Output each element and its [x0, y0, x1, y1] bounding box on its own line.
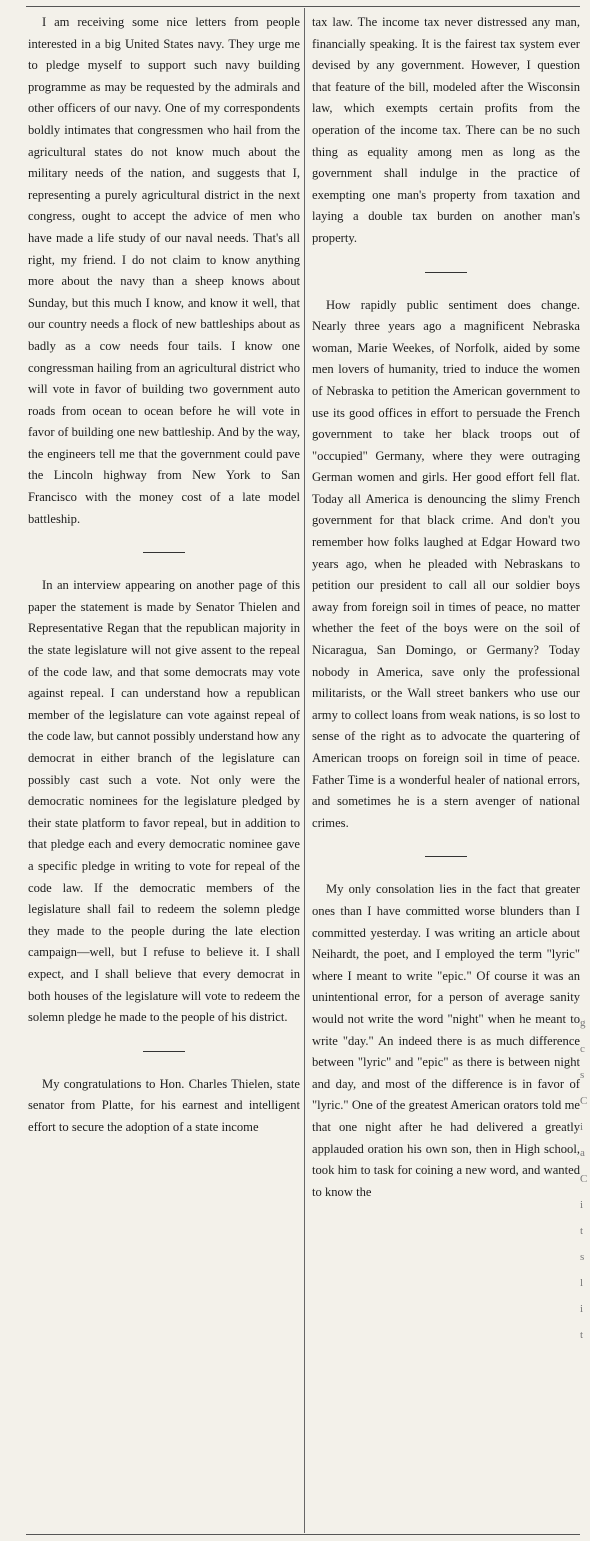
margin-mark: C	[580, 1095, 588, 1107]
margin-mark: c	[580, 1043, 585, 1055]
section-divider	[425, 856, 467, 857]
margin-mark: i	[580, 1199, 584, 1211]
margin-mark: s	[580, 1069, 585, 1081]
bottom-rule	[26, 1534, 580, 1535]
margin-mark: g	[580, 1017, 586, 1029]
margin-mark: s	[580, 1251, 585, 1263]
consolation-paragraph: My only consolation lies in the fact that greater ones than I have committed worse blunders than I committed yesterday. I was writing an article about Neihardt, the poet, and I employed the term "lyric" where I meant to write "epic." Of course it was an unintentional error, for a person of average sanity would not write the word "night" when he meant to write "day." An indeed there is as much difference between "lyric" and "epic" as there is between night and day, and most of the difference is in favor of "lyric." One of the greatest American orators told me that one night after he had delivered a greatly applauded oration his own son, then in High school, took him to task for coining a new word, and wanted to know the	[312, 882, 580, 1199]
public-sentiment-paragraph: How rapidly public sentiment does change. Nearly three years ago a magnificent Nebraska woman, Marie Weekes, of Norfolk, aided by some men lovers of humanity, tried to induce the women of Nebraska to petition the American government to use its good offices in effort to persuade the French government to take her black troops out of "occupied" Germany, where they were outraging German women and girls. Her good effort fell flat. Today all America is denouncing the slimy French government for that black crime. And don't you remember how folks laughed at Edgar Howard two years ago, when he pleaded with Nebraskans to petition our president to call all our soldier boys away from foreign soil in times of peace, no matter whether the feet of the boys were on the soil of Nicaragua, San Domingo, or Germany? Today nobody in America, save only the professional militarists, or the Wall street bankers who use our army to collect loans from weak nations, is so lost to sense of the right as to advocate the quartering of American troops on foreign soil in time of peace. Father Time is a wonderful healer of national errors, and sometimes he is a stern avenger of national crimes.	[312, 297, 580, 830]
section-divider	[143, 552, 185, 553]
margin-mark: i	[580, 1303, 584, 1315]
congratulations-paragraph: My congratulations to Hon. Charles Thielen, state senator from Platte, for his earnest and intelligent effort to secure the adoption of a state income	[28, 1076, 300, 1134]
margin-mark: t	[580, 1329, 584, 1341]
section-divider	[425, 272, 467, 273]
margin-fragments	[580, 1010, 588, 1348]
margin-mark: a	[580, 1147, 585, 1159]
income-tax-paragraph: tax law. The income tax never distressed any man, financially speaking. It is the fairest tax system ever devised by any government. However, I question that feature of the bill, modeled after the Wisconsin law, which exempts certain profits from the operation of the income tax. There can be no such thing as equality among men as long as the government shall indulge in the practice of exempting one man's property from taxation and laying a double tax burden on another man's property.	[312, 15, 580, 245]
margin-mark: t	[580, 1225, 584, 1237]
margin-mark: C	[580, 1173, 588, 1185]
top-rule	[26, 6, 580, 7]
margin-mark: l	[580, 1277, 584, 1289]
margin-mark: i	[580, 1121, 584, 1133]
right-column	[312, 12, 580, 1203]
section-divider	[143, 1051, 185, 1052]
left-column	[28, 12, 300, 1139]
column-divider	[304, 8, 305, 1533]
code-law-paragraph: In an interview appearing on another page of this paper the statement is made by Senator Thielen and Representative Regan that the republican majority in the state legislature will not give assent to the repeal of the code law, and that some democrats may vote against repeal. I can understand how a republican member of the legislature can vote against repeal of the code law, but cannot possibly understand how any democrat in either branch of the legislature can possibly cast such a vote. Not only were the democratic nominees for the legislature pledged by their state platform to favor repeal, but in addition to that pledge each and every democratic nominee gave a specific pledge in writing to vote for repeal of the code law. If the democratic members of the legislature shall fail to redeem the solemn pledge they made to the people during the late election campaign—well, but I refuse to believe it. I shall expect, and I shall believe that every democrat in both houses of the legislature will vote to redeem the solemn pledge he made to the people of his district.	[28, 578, 300, 1025]
navy-paragraph: I am receiving some nice letters from people interested in a big United States navy. They urge me to pledge myself to support such navy building programme as may be requested by the admirals and other officers of our navy. One of my correspondents boldly intimates that congressmen who hail from the agricultural states do not know much about the military needs of the nation, and suggests that I, representing a purely agricultural district in the next congress, ought to accept the advice of men who have made a life study of our naval needs. That's all right, my friend. I do not claim to know anything more about the navy than a sheep knows about Sunday, but this much I know, and know it well, that our country needs a flock of new battleships about as badly as a cow needs four tails. I know one congressman hailing from an agricultural district who will vote in favor of building two government auto roads from ocean to ocean before he will vote in favor of building one new battleship. And by the way, the engineers tell me that the government could pave the Lincoln highway from New York to San Francisco with the money cost of a late model battleship.	[28, 15, 300, 526]
